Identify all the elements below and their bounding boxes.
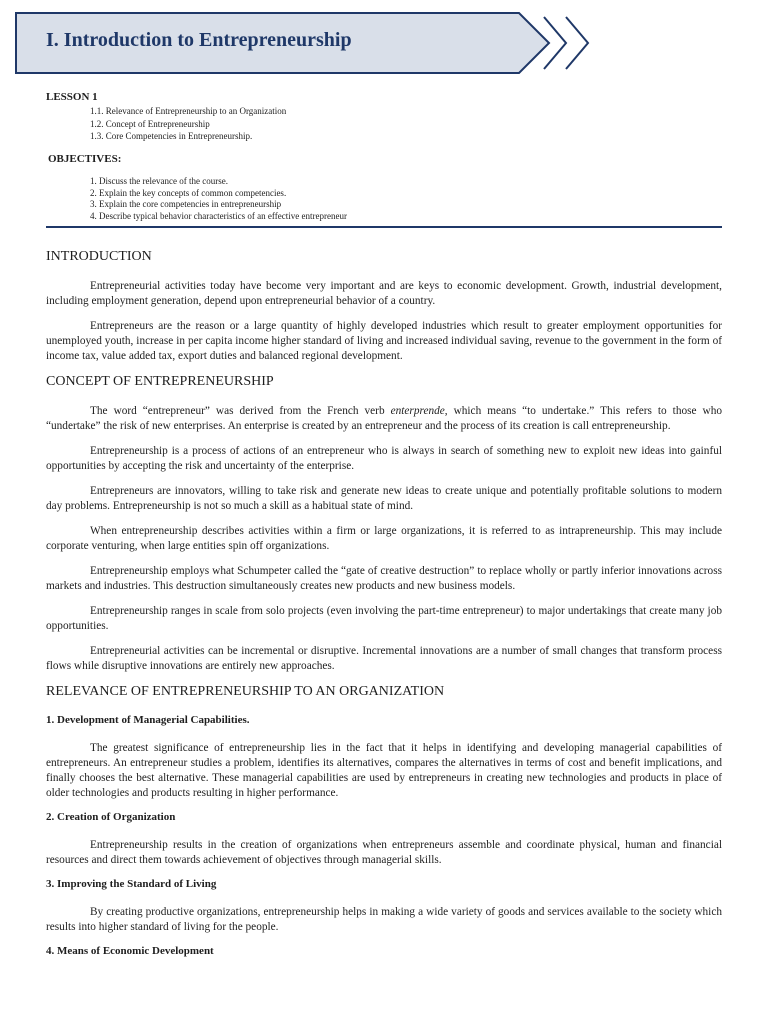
page-title: I. Introduction to Entrepreneurship (46, 29, 352, 51)
paragraph: The greatest significance of entrepreneurship lies in the fact that it helps in identifying and developing managerial capabilities of entrepreneurs. An entrepreneur studies a problem, identifies its alternatives, compares the alternatives in terms of cost and benefit implications, and finally chooses the best alternative. These managerial capabilities are used by entrepreneurs in creating new technologies and products in place of older technologies and products resulting in higher performance. (46, 742, 722, 799)
paragraph: Entrepreneurship results in the creation of organizations when entrepreneurs assemble and coordinate physical, human and financial resources and direct them towards achievement of objectives through managerial skills. (46, 839, 722, 866)
objective-item: 3. Explain the core competencies in entrepreneurship (90, 199, 282, 209)
paragraph-text: The word “entrepreneur” was derived from the French verb (90, 405, 391, 417)
introduction-heading: INTRODUCTION (46, 249, 152, 264)
paragraph: Entrepreneurship is a process of actions of an entrepreneur who is always in search of something new to exploit new ideas into gainful opportunities by accepting the risk and uncertainty of the enterprise. (46, 445, 722, 472)
lesson-item: 1.2. Concept of Entrepreneurship (90, 118, 210, 129)
subsection-heading: 3. Improving the Standard of Living (46, 878, 217, 890)
title-banner (14, 11, 594, 75)
objectives-list (90, 176, 347, 222)
paragraph: Entrepreneurship ranges in scale from solo projects (even involving the part-time entrepreneur) to major undertakings that create many job opportunities. (46, 605, 722, 632)
paragraph: When entrepreneurship describes activities within a firm or large organizations, it is referred to as intrapreneurship. This may include corporate venturing, when large entities spin off organizations. (46, 525, 722, 552)
paragraph: Entrepreneurship employs what Schumpeter called the “gate of creative destruction” to replace wholly or partly inferior innovations across markets and industries. This destruction simultaneously creates new products and new business models. (46, 565, 722, 592)
objectives-label: OBJECTIVES: (48, 153, 122, 165)
objective-item: 1. Discuss the relevance of the course. (90, 176, 228, 186)
lesson-item: 1.3. Core Competencies in Entrepreneurship. (90, 131, 253, 141)
subsection-heading: 1. Development of Managerial Capabilities. (46, 714, 250, 726)
paragraph: By creating productive organizations, entrepreneurship helps in making a wide variety of goods and services available to the society which results into higher standard of living for the people. (46, 906, 722, 933)
lesson-label: LESSON 1 (46, 91, 98, 103)
subsection-heading: 4. Means of Economic Development (46, 945, 214, 957)
main-content (46, 249, 722, 972)
paragraph: Entrepreneurial activities today have become very important and are keys to economic development. Growth, industrial development, including employment generation, depend upon entrepreneurial behavior of a country. (46, 280, 722, 307)
paragraph (46, 404, 722, 434)
concept-heading: CONCEPT OF ENTREPRENEURSHIP (46, 374, 274, 389)
paragraph: Entrepreneurial activities can be incremental or disruptive. Incremental innovations are a number of small changes that transform process flows while disruptive innovations are entirely new approaches. (46, 645, 722, 672)
paragraph: Entrepreneurs are the reason or a large quantity of highly developed industries which result to greater employment opportunities for unemployed youth, increase in per capita income higher standard of living and increased individual saving, revenue to the government in the form of income tax, value added tax, export duties and balanced regional development. (46, 320, 722, 362)
section-divider (46, 226, 722, 228)
paragraph-text: , which means “to undertake.” This refers to those who “undertake” the risk of new enterprises. An enterprise is created by an entrepreneur and the process of its creation is call entrepreneurship. (46, 405, 722, 432)
chevron-right-icon (566, 17, 588, 69)
subsection-heading: 2. Creation of Organization (46, 811, 176, 823)
paragraph: Entrepreneurs are innovators, willing to take risk and generate new ideas to create unique and potentially profitable solutions to modern day problems. Entrepreneurship is not so much a skill as a habitual state of mind. (46, 485, 722, 512)
italic-term: enterprende (390, 405, 445, 417)
objective-item: 4. Describe typical behavior characteristics of an effective entrepreneur (90, 210, 347, 221)
lesson-list (90, 105, 286, 143)
relevance-heading: RELEVANCE OF ENTREPRENEURSHIP TO AN ORGANIZATION (46, 684, 445, 699)
lesson-item: 1.1. Relevance of Entrepreneurship to an Organization (90, 106, 287, 116)
objective-item: 2. Explain the key concepts of common competencies. (90, 187, 287, 198)
